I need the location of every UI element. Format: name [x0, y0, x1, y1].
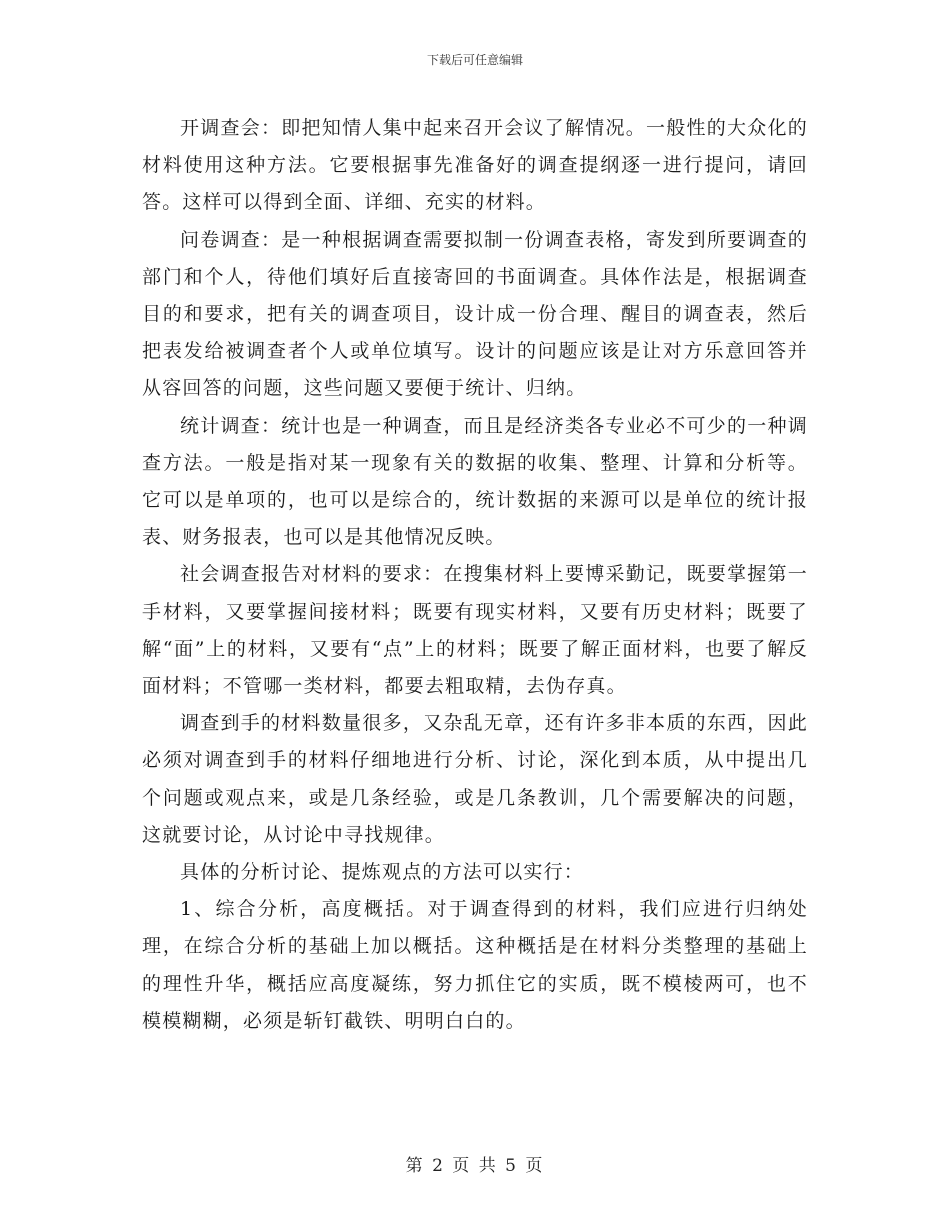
- paragraph-method-1: 1、综合分析，高度概括。对于调查得到的材料，我们应进行归纳处理，在综合分析的基础上加以概括。这种概括是在材料分类整理的基础上的理性升华，概括应高度凝练，努力抓住它的实质，既不模棱两可，也不模模糊糊，必须是斩钉截铁、明明白白的。: [142, 898, 808, 1032]
- paragraph-meeting-survey: 开调查会：即把知情人集中起来召开会议了解情况。一般性的大众化的材料使用这种方法。它要根据事先准备好的调查提纲逐一进行提问，请回答。这样可以得到全面、详细、充实的材料。: [142, 117, 808, 214]
- paragraph-statistical-survey: 统计调查：统计也是一种调查，而且是经济类各专业必不可少的一种调查方法。一般是指对某一现象有关的数据的收集、整理、计算和分析等。它可以是单项的，也可以是综合的，统计数据的来源可以是单位的统计报表、财务报表，也可以是其他情况反映。: [142, 414, 808, 549]
- paragraph-material-analysis: 调查到手的材料数量很多，又杂乱无章，还有许多非本质的东西，因此必须对调查到手的材料仔细地进行分析、讨论，深化到本质，从中提出几个问题或观点来，或是几条经验，或是几条教训，几个需要解决的问题，这就要讨论，从讨论中寻找规律。: [142, 712, 808, 846]
- paragraph-questionnaire-survey: 问卷调查：是一种根据调查需要拟制一份调查表格，寄发到所要调查的部门和个人，待他们填好后直接寄回的书面调查。具体作法是，根据调查目的和要求，把有关的调查项目，设计成一份合理、醒目的调查表，然后把表发给被调查者个人或单位填写。设计的问题应该是让对方乐意回答并从容回答的问题，这些问题又要便于统计、归纳。: [142, 228, 808, 400]
- page-header: 下载后可任意编辑: [426, 53, 523, 67]
- page-number: 第 2 页 共 5 页: [405, 1156, 545, 1176]
- paragraph-material-requirements: 社会调查报告对材料的要求：在搜集材料上要博采勤记，既要掌握第一手材料，又要掌握间接材料；既要有现实材料，又要有历史材料；既要了解“面”上的材料，又要有“点”上的材料；既要了解正面材料，也要了解反面材料；不管哪一类材料，都要去粗取精，去伪存真。: [142, 563, 808, 698]
- document-body: [142, 110, 808, 1040]
- paragraph-methods-intro: 具体的分析讨论、提炼观点的方法可以实行：: [180, 861, 585, 884]
